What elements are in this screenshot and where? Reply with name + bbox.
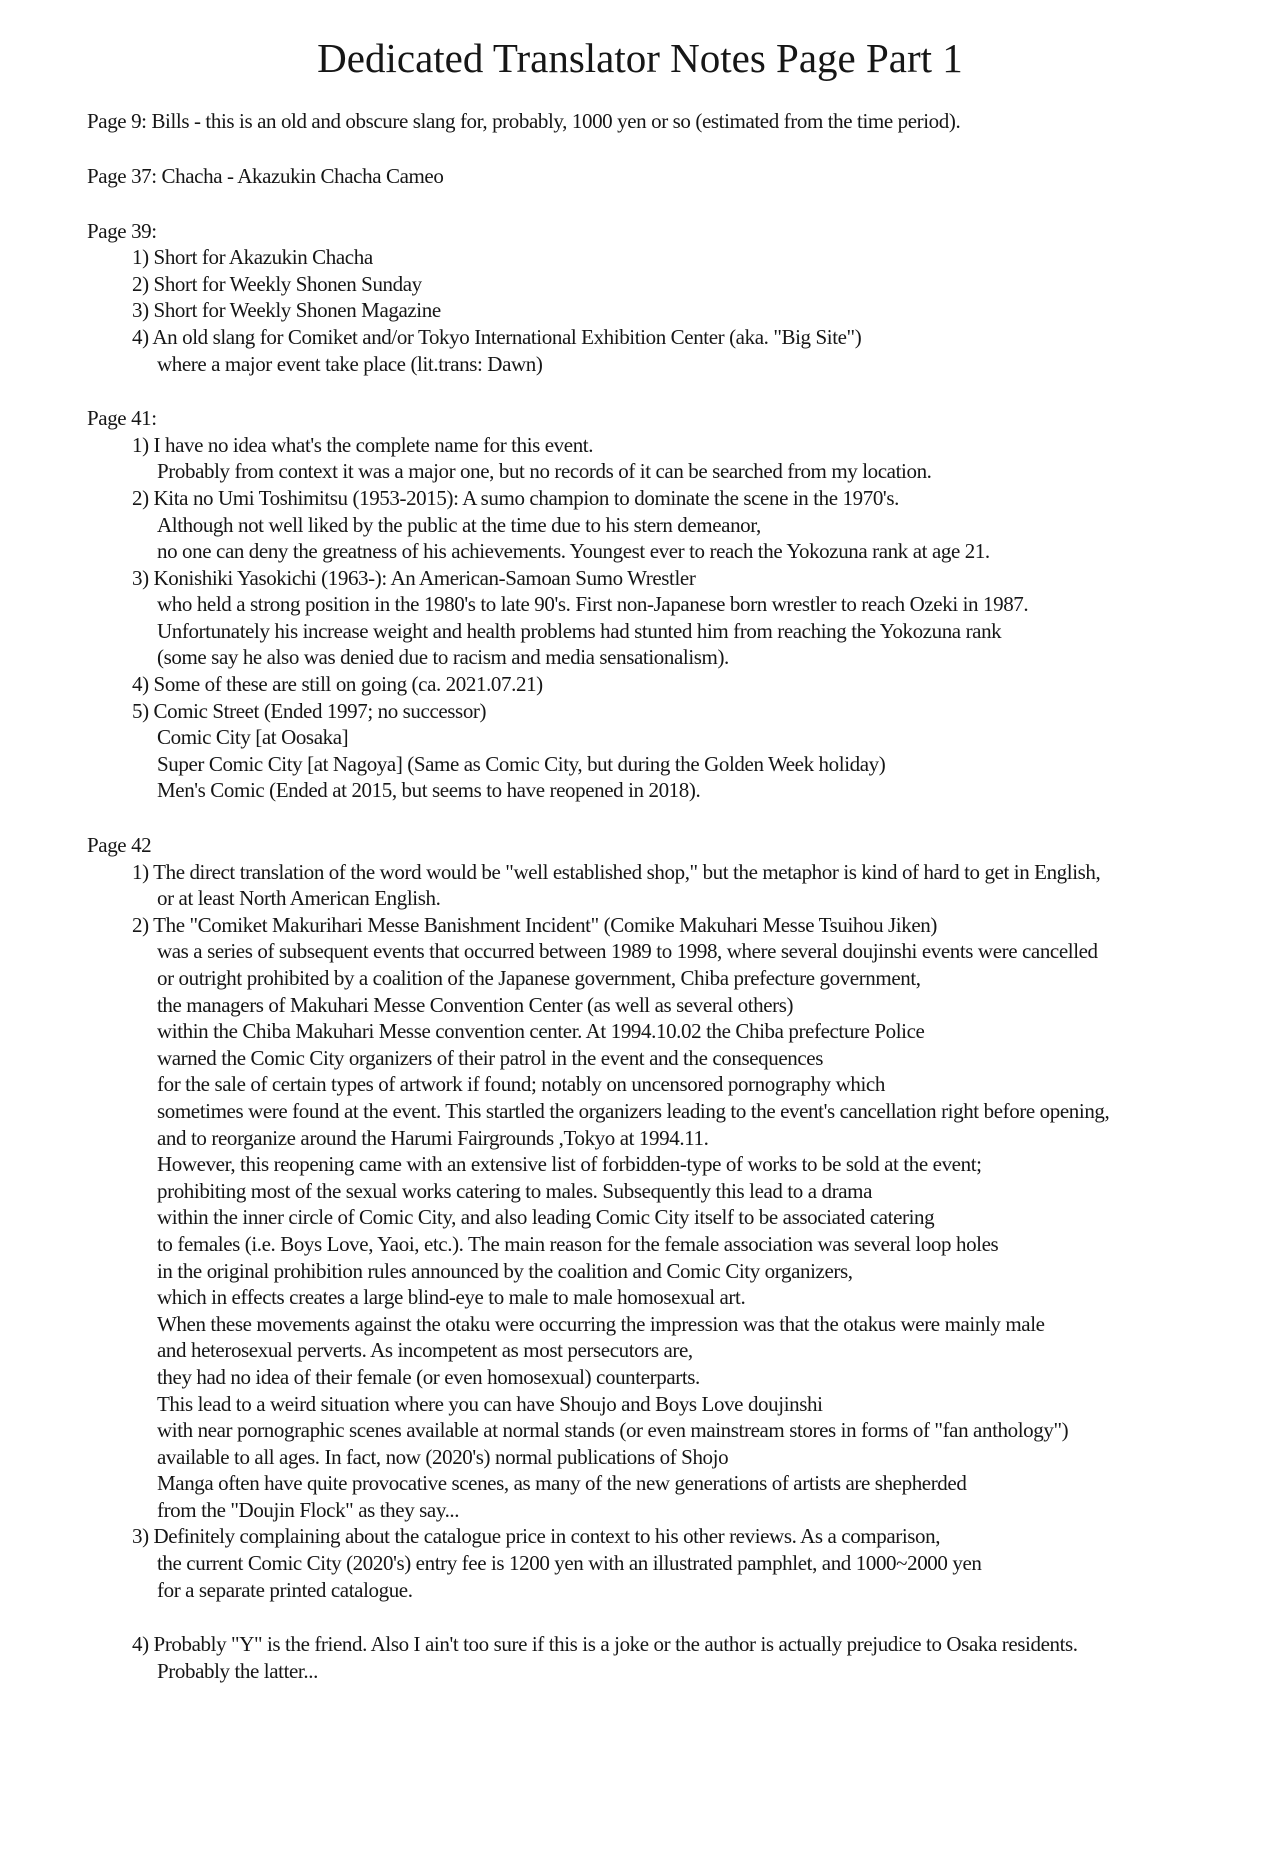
note-line: where a major event take place (lit.trans: Dawn) <box>157 351 543 376</box>
section-heading: Page 39: <box>87 218 157 243</box>
note-line: the managers of Makuhari Messe Convention Center (as well as several others) <box>157 992 794 1017</box>
note-line: Men's Comic (Ended at 2015, but seems to have reopened in 2018). <box>157 778 701 803</box>
note-line: 2) Kita no Umi Toshimitsu (1953-2015): A sumo champion to dominate the scene in the 1970's. <box>132 485 899 510</box>
notes-section <box>0 832 1280 1684</box>
notes-section <box>0 108 1280 135</box>
section-heading: Page 37: Chacha - Akazukin Chacha Cameo <box>87 163 444 188</box>
note-line: Probably from context it was a major one, but no records of it can be searched from my location. <box>157 459 932 484</box>
note-line: from the "Doujin Flock" as they say... <box>157 1497 460 1522</box>
notes-section <box>0 163 1280 190</box>
note-line: who held a strong position in the 1980's to late 90's. First non-Japanese born wrestler to reach Ozeki in 1987. <box>157 592 1029 617</box>
note-line: warned the Comic City organizers of their patrol in the event and the consequences <box>157 1045 824 1070</box>
notes-sections <box>0 108 1280 1684</box>
note-line: in the original prohibition rules announced by the coalition and Comic City organizers, <box>157 1258 853 1283</box>
note-line: and to reorganize around the Harumi Fairgrounds ,Tokyo at 1994.11. <box>157 1125 709 1150</box>
note-line: the current Comic City (2020's) entry fee is 1200 yen with an illustrated pamphlet, and 1000~2000 yen <box>157 1551 982 1576</box>
note-line: Manga often have quite provocative scenes, as many of the new generations of artists are shepherded <box>157 1471 967 1496</box>
section-heading: Page 41: <box>87 406 157 431</box>
note-line: When these movements against the otaku were occurring the impression was that the otakus were mainly male <box>157 1311 1045 1336</box>
note-line: available to all ages. In fact, now (2020's) normal publications of Shojo <box>157 1444 729 1469</box>
section-heading: Page 9: Bills - this is an old and obscure slang for, probably, 1000 yen or so (estimated from the time period). <box>87 109 961 134</box>
note-line: However, this reopening came with an extensive list of forbidden-type of works to be sold at the event; <box>157 1152 982 1177</box>
note-line: within the Chiba Makuhari Messe convention center. At 1994.10.02 the Chiba prefecture Police <box>157 1019 925 1044</box>
note-line: 4) An old slang for Comiket and/or Tokyo International Exhibition Center (aka. "Big Site") <box>132 324 862 349</box>
notes-section <box>0 218 1280 378</box>
section-heading: Page 42 <box>87 833 152 858</box>
note-line: Comic City [at Oosaka] <box>157 725 349 750</box>
note-line: no one can deny the greatness of his achievements. Youngest ever to reach the Yokozuna rank at age 21. <box>157 539 990 564</box>
note-line: or outright prohibited by a coalition of the Japanese government, Chiba prefecture government, <box>157 966 921 990</box>
note-line: for a separate printed catalogue. <box>157 1577 413 1602</box>
note-line: 2) The "Comiket Makurihari Messe Banishment Incident" (Comike Makuhari Messe Tsuihou Jiken) <box>132 912 937 937</box>
note-line: 3) Konishiki Yasokichi (1963-): An American-Samoan Sumo Wrestler <box>132 565 696 590</box>
page-title: Dedicated Translator Notes Page Part 1 <box>317 35 963 81</box>
note-line: to females (i.e. Boys Love, Yaoi, etc.). The main reason for the female association was several loop holes <box>157 1231 999 1256</box>
note-line: for the sale of certain types of artwork if found; notably on uncensored pornography which <box>157 1072 885 1097</box>
note-line: 3) Short for Weekly Shonen Magazine <box>132 298 441 323</box>
note-line: and heterosexual perverts. As incompetent as most persecutors are, <box>157 1338 693 1363</box>
note-line: 2) Short for Weekly Shonen Sunday <box>132 271 422 296</box>
note-line: Although not well liked by the public at the time due to his stern demeanor, <box>157 512 761 537</box>
note-line: 3) Definitely complaining about the catalogue price in context to his other reviews. As a comparison, <box>132 1524 941 1549</box>
note-line: 1) Short for Akazukin Chacha <box>132 245 373 270</box>
note-line: (some say he also was denied due to racism and media sensationalism). <box>157 645 729 670</box>
note-line: prohibiting most of the sexual works catering to males. Subsequently this lead to a drama <box>157 1178 872 1203</box>
note-line: which in effects creates a large blind-eye to male to male homosexual art. <box>157 1285 746 1310</box>
note-line: Unfortunately his increase weight and health problems had stunted him from reaching the Yokozuna rank <box>157 618 1002 643</box>
note-line: 5) Comic Street (Ended 1997; no successor) <box>132 698 487 723</box>
note-line: 1) I have no idea what's the complete name for this event. <box>132 432 594 457</box>
note-line: with near pornographic scenes available at normal stands (or even mainstream stores in forms of "fan anthology") <box>157 1418 1069 1443</box>
note-line: was a series of subsequent events that occurred between 1989 to 1998, where several doujinshi events were cancelled <box>157 939 1098 964</box>
note-line: they had no idea of their female (or even homosexual) counterparts. <box>157 1364 700 1389</box>
note-line: sometimes were found at the event. This startled the organizers leading to the event's cancellation right before opening, <box>157 1098 1110 1123</box>
note-line: Super Comic City [at Nagoya] (Same as Comic City, but during the Golden Week holiday) <box>157 751 886 776</box>
notes-section <box>0 405 1280 804</box>
note-line: within the inner circle of Comic City, and also leading Comic City itself to be associated catering <box>157 1205 935 1230</box>
note-line: 4) Probably "Y" is the friend. Also I ain't too sure if this is a joke or the author is actually prejudice to Osaka residents. <box>132 1632 1078 1657</box>
note-line: Probably the latter... <box>157 1658 318 1683</box>
note-line: This lead to a weird situation where you can have Shoujo and Boys Love doujinshi <box>157 1391 823 1416</box>
note-line: 4) Some of these are still on going (ca. 2021.07.21) <box>132 672 543 697</box>
note-line: or at least North American English. <box>157 886 441 911</box>
note-line: 1) The direct translation of the word would be "well established shop," but the metaphor is kind of hard to get in English, <box>132 859 1101 884</box>
